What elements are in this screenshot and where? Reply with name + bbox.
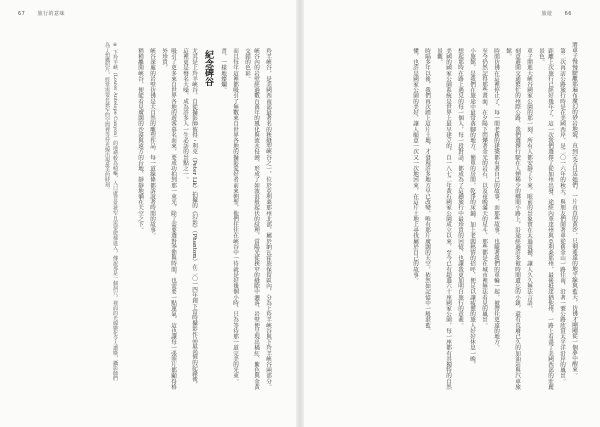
paragraph: 刻意避開交通繁忙的州際公路，我們選擇行駛在人煙稀少的鄉間小路上，沿途經過許多被時間遺忘的小鎮，還有荒廢已久的加油站與汽車旅館。 [505,48,520,390]
paragraph: 距離上次旅行已經好幾年了，這一次我們選擇了從加州出發，途經內華達州與亞利桑那州，最後抵達猶他州，一路上看盡了美國西部的壯麗景色。 [538,48,553,390]
section-heading: 紀念碑谷 [203,50,213,86]
right-page-number: 66 [564,11,572,17]
paragraph: 書，一樣地燦爛。 [220,48,226,93]
left-text-block [40,42,272,390]
paragraph: 尤其是上羚羊峽谷，自從攝影師彼得・利克（Peter Lik）拍攝的《幻影》（Phantom）在二〇一四年創下當時攝影作品最高價的紀錄後，這裡更是聲名大噪，成為許多人一生必訪的景點之一。 [182,48,197,388]
paragraph: 至今仍然記得那些畫面，在夕陽下閃爍著金光的岩石，以及夜晚滿天的星斗，那些都是在城市裡無法看見的風景。 [481,48,487,328]
paragraph: 吸引了更多來自世界各地的遊客慕名而來，要成功拍到那一束光，除了需要選對季節與時間，也需要一點運氣，這也讓每一張照片都顯得格外珍貴。 [161,48,176,390]
paragraph: 峽谷深處的岩壁彷彿是大自然的雕塑作品，每一道線條都訴說著時間的故事。 [149,48,155,239]
paragraph: 想起那時在路上遇見的每一個人，每一段對話，都成為了這趟旅行中最珍貴的回憶，也讓我更加明白旅行的意義。 [457,48,463,328]
left-running-head [18,10,75,17]
right-page [300,0,600,427]
left-page-number: 67 [18,11,26,17]
paragraph: 時間彷彿在這裡停止了，每一間老舊的建築都有著自己的故事，而那些故事，也隨著我們的車輪一起，被帶往更遠的地方。 [493,48,499,351]
paragraph: 而且每年這裡都吸引了無數來自世界各地的攝影愛好者前來朝聖，他們往往在峽谷中一待就是好幾個小時，只為等待那一道完美的光束。 [232,48,238,384]
paragraph: 峽谷內的岩壁經過數百萬年的風化與流水侵蝕，形成了如波浪般起伏的紋理，當陽光從狹窄的縫隙中灑落，岩壁便呈現出橘紅、紫色與金黃交錯的色彩。 [244,48,259,390]
paragraph: 小旅館，是我們在旅途中最常落腳的地方，簡單的房間，乾淨的床鋪，加上老闆熱情的招呼，便足以讓疲憊的旅人好好休息一晚。 [469,48,475,368]
right-text-block [328,42,578,390]
paragraph: 時隔多年以後，我們再次踏上這片土地，才發現許多地方早已改變，唯有那片廣闊的天空，依然如記憶中一般湛藍。 [424,48,430,334]
paragraph: 美國的國家公園系統是世界上最早建立的，自一八七二年黃石國家公園成立以來，至今已有超過六十座國家公園，每一座都有其獨特的自然景觀。 [436,48,451,390]
paragraph: 懂，也許是國家公園的美好，讓人願意一次又一次地回來，在這片土地上尋找屬於自己的故事。 [412,48,418,284]
spacer [122,42,132,385]
right-running-title: 旅遊 [541,11,553,17]
paragraph: 稍稍離開峽谷，便能看見廣闊的沙漠與遠方的台地，靜靜地躺在天空之下。 [137,48,143,233]
paragraph: 羚羊峽谷，是美國西南部最著名的狹縫型峽谷之一，位於亞利桑那州北部，屬於納瓦霍族保留區內，分為上羚羊峽谷與下羚羊峽谷兩部分。 [265,48,271,390]
right-running-head [542,10,582,17]
paragraph: 將車子慢慢駛離那遍布魔幻的砂岩地貌，直到完全目送她們，一片直直的黃沙，只剩遙遠的地平線與藍天，彷彿才剛剛從一個夢中醒來。 [571,42,577,378]
book-gutter [296,0,304,427]
footnote: ※ 下羚羊峽（Lower Antelope Canyon）的地勢較為崎嶇，入口處非常狹窄且需要爬梯進入，傳說那是一個洞穴。裡面的光線變化令人讚嘆，攝影師們為了拍攝照片，經常需要在狹窄的空間裡等待光線出現最美的時刻。 [104,42,118,381]
left-running-title: 旅行的意味 [37,11,65,17]
paragraph: 第二次再訪公路旅行時是在美國西岸，是二〇一六年的秋天，與朋友們開著車從舊金山一路往南，沿著一號公路欣賞太平洋沿岸的風景。 [559,48,565,384]
paragraph: 車子開進大峽谷國家公園的那一刻，所有人都安靜了下來，眼前的景象實在太過震撼，讓人久久無法言語。 [526,48,532,312]
